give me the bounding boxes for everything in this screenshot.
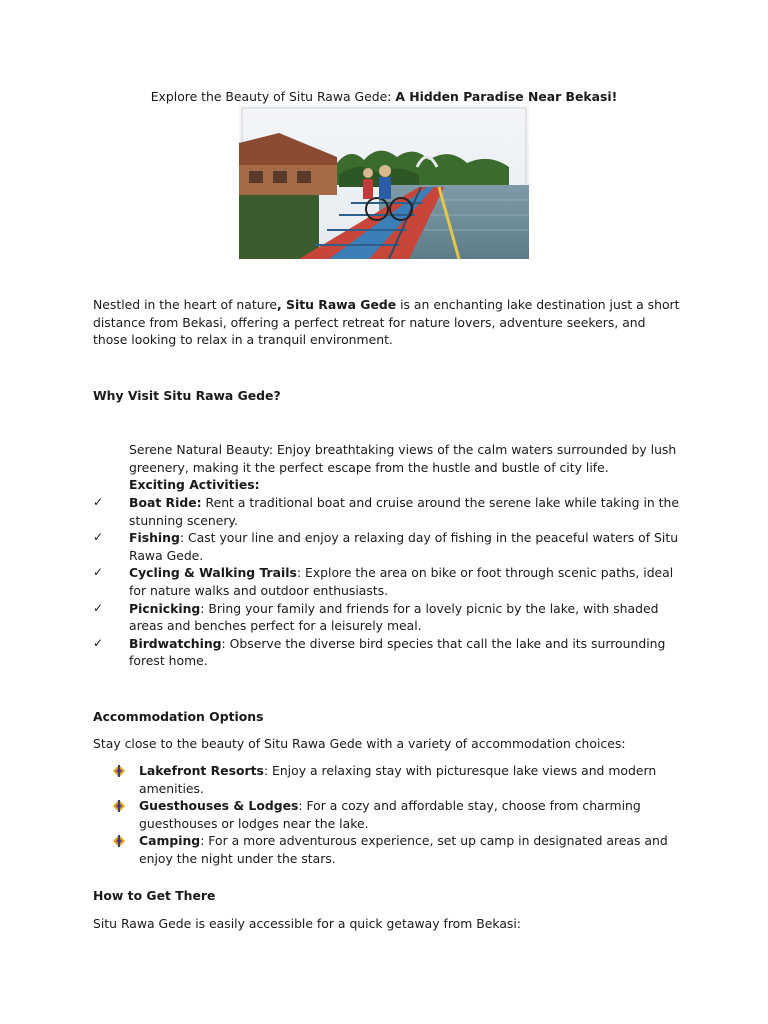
activity-name: Cycling & Walking Trails [129, 565, 297, 581]
diamond-bullet-icon [113, 765, 125, 777]
activity-text: Rent a traditional boat and cruise around the serene lake while taking in the stunning scenery. [129, 495, 680, 528]
accommodation-text: : For a cozy and affordable stay, choose from charming guesthouses or lodges near the lake. [139, 798, 641, 831]
checkmark-icon: ✓ [93, 635, 104, 650]
how-to-get-there-intro: Situ Rawa Gede is easily accessible for a quick getaway from Bekasi: [93, 916, 521, 931]
accommodation-heading: Accommodation Options [93, 709, 264, 724]
diamond-bullet-icon [113, 800, 125, 812]
checkmark-icon: ✓ [93, 530, 104, 545]
serene-beauty-text: Serene Natural Beauty: Enjoy breathtaking views of the calm waters surrounded by lush greenery, making it the perfect escape from the hustle and bustle of city life. [129, 442, 677, 475]
title-bold: A Hidden Paradise Near Bekasi! [395, 89, 618, 104]
activity-text: : Observe the diverse bird species that call the lake and its surrounding forest home. [129, 635, 666, 669]
exciting-activities-heading: Exciting Activities: [129, 477, 260, 492]
activity-name: Fishing [129, 530, 180, 546]
list-item [93, 797, 683, 832]
list-item [93, 529, 683, 564]
checkmark-icon: ✓ [93, 600, 104, 615]
accommodation-text: : Enjoy a relaxing stay with picturesque lake views and modern amenities. [139, 763, 657, 796]
accommodation-text: : For a more adventurous experience, set up camp in designated areas and enjoy the night under the stars. [139, 833, 668, 866]
activity-name: Boat Ride: [129, 495, 202, 510]
activity-text: : Bring your family and friends for a lovely picnic by the lake, with shaded areas and benches perfect for a leisurely meal. [129, 600, 659, 634]
document-title [0, 88, 768, 106]
how-to-get-there-heading: How to Get There [93, 888, 216, 903]
accommodation-list [93, 762, 683, 868]
list-item [93, 762, 683, 797]
accommodation-intro: Stay close to the beauty of Situ Rawa Gede with a variety of accommodation choices: [93, 736, 626, 751]
activity-name: Picnicking [129, 600, 201, 616]
list-item [93, 494, 683, 529]
checkmark-icon: ✓ [93, 495, 104, 509]
accommodation-name: Guesthouses & Lodges [139, 798, 299, 814]
activities-list [93, 494, 683, 670]
list-item [93, 600, 683, 635]
list-item [93, 635, 683, 670]
accommodation-name: Camping [139, 833, 201, 849]
lake-boardwalk-photo [239, 105, 529, 259]
title-plain: Explore the Beauty of Situ Rawa Gede: [150, 89, 396, 104]
intro-text-2: is an enchanting lake destination just a short distance from Bekasi, offering a perfect retreat for nature lovers, adventure seekers, and those looking to relax in a tranquil environment. [93, 297, 680, 348]
list-item [93, 832, 683, 867]
intro-text-1: Nestled in the heart of nature [93, 297, 278, 312]
why-visit-heading: Why Visit Situ Rawa Gede? [93, 388, 281, 403]
checkmark-icon: ✓ [93, 565, 104, 580]
diamond-bullet-icon [113, 835, 125, 847]
intro-text-bold: , Situ Rawa Gede [277, 297, 397, 312]
activity-text: : Explore the area on bike or foot through scenic paths, ideal for nature walks and outdoor enthusiasts. [129, 565, 674, 598]
intro-paragraph [93, 296, 683, 349]
accommodation-name: Lakefront Resorts [139, 763, 264, 778]
activity-name: Birdwatching [129, 635, 222, 651]
activity-text: : Cast your line and enjoy a relaxing day of fishing in the peaceful waters of Situ Rawa Gede. [129, 530, 679, 563]
list-item [93, 564, 683, 599]
